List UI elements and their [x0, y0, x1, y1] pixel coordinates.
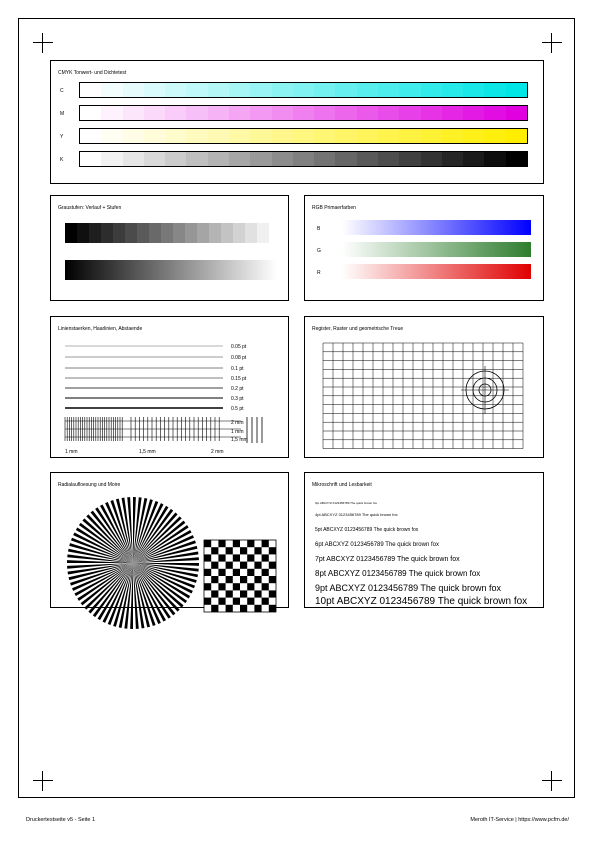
- tone-patch: [165, 129, 186, 143]
- checker-cell: [240, 605, 247, 612]
- cyan-tone-strip: [79, 82, 528, 98]
- tone-patch: [314, 106, 335, 120]
- tone-patch: [250, 152, 271, 166]
- spacing-label-side: 1 mm: [231, 429, 244, 435]
- checker-cell: [269, 562, 276, 569]
- radial-panel: [50, 472, 289, 608]
- micro-text-line: 4pt ABCXYZ 0123456789 The quick brown fox: [315, 512, 398, 517]
- crop-mark-bottom-left: [33, 771, 53, 791]
- checker-cell: [233, 598, 240, 605]
- checker-cell: [240, 590, 247, 597]
- tone-patch: [293, 106, 314, 120]
- checker-cell: [233, 583, 240, 590]
- gray-step: [197, 223, 209, 243]
- tone-patch: [229, 83, 250, 97]
- tone-patch: [208, 152, 229, 166]
- tone-patch: [272, 129, 293, 143]
- line-weight-lines: [51, 317, 290, 459]
- tone-patch: [144, 83, 165, 97]
- tone-patch: [335, 83, 356, 97]
- gray-step: [161, 223, 173, 243]
- rgb-label-b: B: [317, 226, 321, 232]
- micro-text-panel: [304, 472, 544, 608]
- gray-step: [185, 223, 197, 243]
- tone-patch: [442, 152, 463, 166]
- checker-cell: [211, 547, 218, 554]
- spacing-label: 2 mm: [211, 449, 224, 455]
- checker-cell: [204, 554, 211, 561]
- gray-step: [89, 223, 101, 243]
- blue-gradient-strip: [342, 220, 531, 235]
- rgb-label-r: R: [317, 270, 321, 276]
- spacing-label: 1 mm: [65, 449, 78, 455]
- checker-cell: [269, 590, 276, 597]
- gray-step: [65, 223, 77, 243]
- crop-mark-bottom-right: [542, 771, 562, 791]
- tone-patch: [229, 129, 250, 143]
- checker-cell: [254, 547, 261, 554]
- tone-patch: [484, 152, 505, 166]
- checker-cell: [269, 547, 276, 554]
- checker-cell: [269, 576, 276, 583]
- spacing-label-side: 1,5 mm: [231, 437, 248, 443]
- checker-cell: [233, 569, 240, 576]
- tone-patch: [250, 106, 271, 120]
- register-grid: [305, 317, 545, 459]
- spacing-label-side: 2 mm: [231, 420, 244, 426]
- cmyk-panel: [50, 60, 544, 184]
- checker-cell: [226, 576, 233, 583]
- line-weights-panel: [50, 316, 289, 458]
- gray-step: [137, 223, 149, 243]
- footer-company-link: Meroth IT-Service | https://www.pcfm.de/: [470, 817, 569, 823]
- tone-patch: [101, 83, 122, 97]
- magenta-tone-strip: [79, 105, 528, 121]
- tone-patch: [399, 152, 420, 166]
- tone-patch: [506, 129, 527, 143]
- weight-label: 0.08 pt: [231, 355, 247, 361]
- tone-patch: [144, 129, 165, 143]
- checker-cell: [247, 540, 254, 547]
- checker-cell: [204, 583, 211, 590]
- green-gradient-strip: [342, 242, 531, 257]
- tone-patch: [186, 83, 207, 97]
- checker-cell: [247, 598, 254, 605]
- tone-patch: [399, 129, 420, 143]
- checker-cell: [254, 605, 261, 612]
- checker-cell: [211, 576, 218, 583]
- crop-mark-top-right: [542, 33, 562, 53]
- black-tone-strip: [79, 151, 528, 167]
- micro-text-line: 6pt ABCXYZ 0123456789 The quick brown fox: [315, 542, 439, 548]
- tone-patch: [293, 83, 314, 97]
- tone-patch: [484, 106, 505, 120]
- checker-cell: [262, 554, 269, 561]
- tone-patch: [123, 129, 144, 143]
- register-title: Register, Raster und geometrische Treue: [312, 326, 404, 332]
- tone-patch: [506, 83, 527, 97]
- tone-patch: [272, 152, 293, 166]
- star-spoke: [133, 497, 136, 563]
- tone-patch: [123, 83, 144, 97]
- tone-patch: [229, 106, 250, 120]
- tone-patch: [421, 129, 442, 143]
- footer-page-label: Druckertestseite v5 - Seite 1: [26, 817, 96, 823]
- tone-patch: [484, 129, 505, 143]
- tone-patch: [442, 106, 463, 120]
- tone-patch: [357, 106, 378, 120]
- tone-patch: [186, 152, 207, 166]
- tone-patch: [144, 106, 165, 120]
- checker-cell: [240, 576, 247, 583]
- tone-patch: [250, 129, 271, 143]
- checker-cell: [247, 583, 254, 590]
- checker-cell: [218, 583, 225, 590]
- checker-cell: [254, 590, 261, 597]
- tone-patch: [421, 152, 442, 166]
- tone-patch: [208, 129, 229, 143]
- checker-cell: [204, 598, 211, 605]
- red-gradient-strip: [342, 264, 531, 279]
- checker-cell: [247, 569, 254, 576]
- tone-patch: [165, 83, 186, 97]
- weight-label: 0.5 pt: [231, 406, 244, 412]
- checker-cell: [204, 569, 211, 576]
- tone-patch: [357, 152, 378, 166]
- rgb-title: RGB Primaerfarben: [312, 205, 356, 211]
- yellow-tone-strip: [79, 128, 528, 144]
- tone-patch: [335, 106, 356, 120]
- tone-patch: [463, 152, 484, 166]
- checker-cell: [269, 605, 276, 612]
- tone-patch: [335, 152, 356, 166]
- checker-cell: [254, 576, 261, 583]
- weight-label: 0.1 pt: [231, 366, 244, 372]
- cmyk-label-k: K: [60, 157, 64, 163]
- tone-patch: [250, 83, 271, 97]
- siemens-star: [51, 473, 290, 609]
- gray-step: [125, 223, 137, 243]
- tone-patch: [506, 106, 527, 120]
- star-spoke: [133, 563, 199, 566]
- checker-cell: [233, 540, 240, 547]
- checker-cell: [218, 598, 225, 605]
- tone-patch: [421, 83, 442, 97]
- weight-label: 0.15 pt: [231, 376, 247, 382]
- checker-cell: [211, 590, 218, 597]
- tone-patch: [421, 106, 442, 120]
- tone-patch: [101, 129, 122, 143]
- tone-patch: [272, 106, 293, 120]
- weight-label: 0.05 pt: [231, 344, 247, 350]
- grayscale-gradient: [65, 260, 277, 280]
- gray-step: [245, 223, 257, 243]
- tone-patch: [442, 129, 463, 143]
- spacing-label: 1,5 mm: [139, 449, 156, 455]
- checker-cell: [211, 562, 218, 569]
- gray-step: [77, 223, 89, 243]
- checker-cell: [204, 540, 211, 547]
- grayscale-panel: [50, 195, 289, 301]
- cmyk-label-y: Y: [60, 134, 64, 140]
- tone-patch: [335, 129, 356, 143]
- checker-cell: [226, 590, 233, 597]
- micro-text-line: 9pt ABCXYZ 0123456789 The quick brown fox: [315, 583, 501, 593]
- tone-patch: [165, 152, 186, 166]
- register-panel: [304, 316, 544, 458]
- line-weights-title: Linienstaerken, Haarlinien, Abstaende: [58, 326, 143, 332]
- gray-step: [233, 223, 245, 243]
- tone-patch: [378, 83, 399, 97]
- star-spoke: [130, 563, 133, 629]
- gray-step: [221, 223, 233, 243]
- gray-step: [257, 223, 269, 243]
- gray-step: [209, 223, 221, 243]
- micro-text-line: 7pt ABCXYZ 0123456789 The quick brown fox: [315, 556, 460, 563]
- checker-cell: [240, 547, 247, 554]
- tone-patch: [442, 83, 463, 97]
- tone-patch: [293, 129, 314, 143]
- tone-patch: [378, 152, 399, 166]
- tone-patch: [399, 106, 420, 120]
- weight-label: 0.2 pt: [231, 386, 244, 392]
- tone-patch: [80, 106, 101, 120]
- checker-cell: [218, 569, 225, 576]
- tone-patch: [378, 106, 399, 120]
- tone-patch: [484, 83, 505, 97]
- gray-step: [113, 223, 125, 243]
- checker-cell: [240, 562, 247, 569]
- tone-patch: [357, 129, 378, 143]
- weight-label: 0.3 pt: [231, 396, 244, 402]
- checker-cell: [233, 554, 240, 561]
- grayscale-title: Graustufen: Verlauf + Stufen: [58, 205, 122, 211]
- micro-text-line: 8pt ABCXYZ 0123456789 The quick brown fox: [315, 569, 481, 578]
- star-spoke: [67, 560, 133, 563]
- radial-title: Radialaufloesung und Moire: [58, 482, 121, 488]
- tone-patch: [506, 152, 527, 166]
- tone-patch: [123, 106, 144, 120]
- checker-cell: [247, 554, 254, 561]
- tone-patch: [165, 106, 186, 120]
- tone-patch: [101, 106, 122, 120]
- micro-text-line: 5pt ABCXYZ 0123456789 The quick brown fox: [315, 527, 419, 533]
- tone-patch: [357, 83, 378, 97]
- tone-patch: [463, 83, 484, 97]
- cmyk-title: CMYK Tonwert- und Dichtetest: [58, 70, 127, 76]
- checker-cell: [262, 598, 269, 605]
- micro-text-title: Mikroschrift und Lesbarkeit: [312, 482, 372, 488]
- checker-cell: [262, 583, 269, 590]
- micro-text-line: 10pt ABCXYZ 0123456789 The quick brown fox: [315, 596, 528, 607]
- tone-patch: [229, 152, 250, 166]
- grayscale-steps: [65, 223, 269, 243]
- checker-cell: [226, 547, 233, 554]
- tone-patch: [123, 152, 144, 166]
- tone-patch: [80, 129, 101, 143]
- cmyk-label-c: C: [60, 88, 64, 94]
- rgb-label-g: G: [317, 248, 321, 254]
- checker-cell: [218, 554, 225, 561]
- rgb-panel: [304, 195, 544, 301]
- tone-patch: [144, 152, 165, 166]
- gray-step: [149, 223, 161, 243]
- checker-cell: [211, 605, 218, 612]
- tone-patch: [463, 106, 484, 120]
- gray-step: [101, 223, 113, 243]
- tone-patch: [186, 129, 207, 143]
- tone-patch: [80, 83, 101, 97]
- tone-patch: [208, 83, 229, 97]
- tone-patch: [80, 152, 101, 166]
- tone-patch: [314, 152, 335, 166]
- crop-mark-top-left: [33, 33, 53, 53]
- tone-patch: [314, 83, 335, 97]
- checker-cell: [218, 540, 225, 547]
- tone-patch: [399, 83, 420, 97]
- tone-patch: [314, 129, 335, 143]
- checker-cell: [262, 540, 269, 547]
- cmyk-label-m: M: [60, 111, 65, 117]
- checker-cell: [262, 569, 269, 576]
- tone-patch: [463, 129, 484, 143]
- checker-cell: [226, 605, 233, 612]
- tone-patch: [101, 152, 122, 166]
- tone-patch: [186, 106, 207, 120]
- tone-patch: [293, 152, 314, 166]
- tone-patch: [208, 106, 229, 120]
- checker-cell: [254, 562, 261, 569]
- checker-cell: [226, 562, 233, 569]
- tone-patch: [378, 129, 399, 143]
- tone-patch: [272, 83, 293, 97]
- micro-text-line: 3pt ABCXYZ 0123456789 The quick brown fox: [315, 501, 377, 505]
- gray-step: [173, 223, 185, 243]
